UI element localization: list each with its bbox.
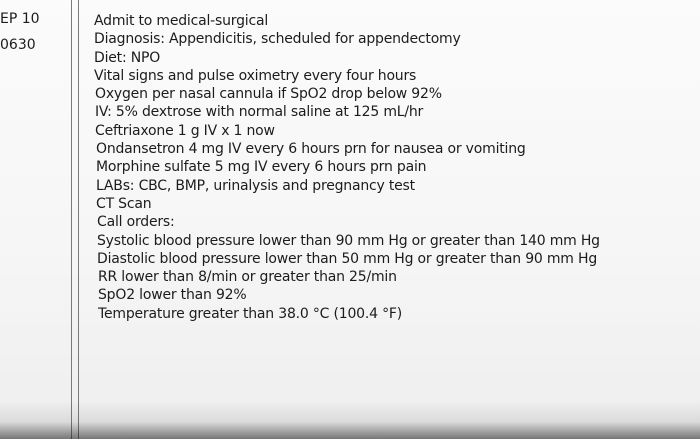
order-line: Ceftriaxone 1 g IV x 1 now: [95, 122, 275, 139]
column-divider: [71, 0, 72, 439]
order-line: Diagnosis: Appendicitis, scheduled for appendectomy: [94, 31, 461, 48]
order-line: Diet: NPO: [94, 49, 161, 66]
order-line: Call orders:: [97, 214, 175, 231]
order-line: Temperature greater than 38.0 °C (100.4 °F): [98, 305, 402, 322]
order-line: Morphine sulfate 5 mg IV every 6 hours prn pain: [96, 159, 427, 176]
order-line: Admit to medical-surgical: [94, 13, 269, 29]
order-line: Systolic blood pressure lower than 90 mm Hg or greater than 140 mm Hg: [97, 232, 600, 249]
order-date: EP 10: [0, 11, 40, 27]
order-time: 0630: [0, 37, 36, 53]
order-line: IV: 5% dextrose with normal saline at 125 mL/hr: [95, 104, 424, 121]
column-divider: [78, 0, 79, 439]
order-line: Vital signs and pulse oximetry every four hours: [94, 67, 417, 84]
order-line: SpO2 lower than 92%: [98, 287, 247, 304]
order-line: RR lower than 8/min or greater than 25/min: [98, 269, 397, 286]
screen-bottom-edge: [0, 401, 700, 439]
order-line: Diastolic blood pressure lower than 50 mm Hg or greater than 90 mm Hg: [97, 250, 598, 267]
order-line: LABs: CBC, BMP, urinalysis and pregnancy test: [96, 177, 415, 194]
order-line: Oxygen per nasal cannula if SpO2 drop below 92%: [95, 86, 442, 103]
date-time-column: [0, 10, 70, 55]
physician-orders-list: [94, 12, 690, 323]
order-line: CT Scan: [96, 195, 152, 212]
order-line: Ondansetron 4 mg IV every 6 hours prn for nausea or vomiting: [96, 141, 526, 158]
